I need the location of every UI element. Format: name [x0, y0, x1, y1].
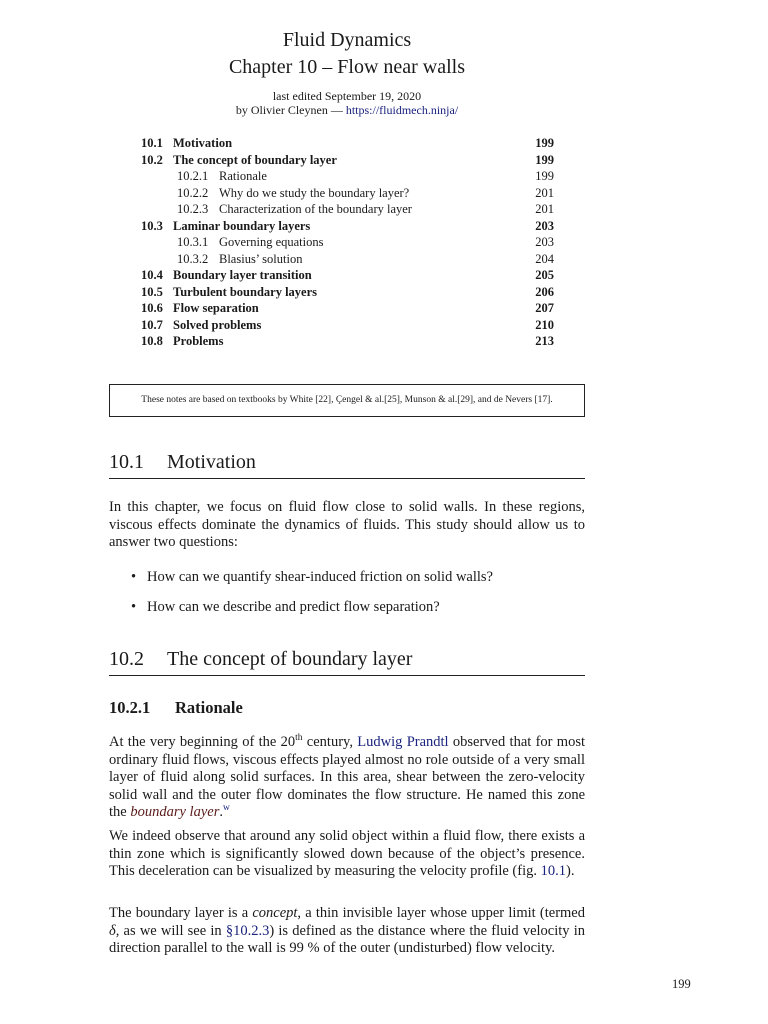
- wikipedia-link[interactable]: w: [222, 803, 230, 814]
- toc-page: 206: [535, 284, 554, 299]
- toc-entry[interactable]: [141, 218, 554, 235]
- toc-label: Governing equations: [219, 235, 324, 249]
- section-heading-boundary-layer: [109, 648, 585, 676]
- toc-number: 10.3.1: [177, 235, 209, 249]
- text-run: ).: [566, 863, 575, 879]
- toc-page: 207: [535, 301, 554, 315]
- subsection-number: 10.2.1: [109, 698, 151, 717]
- toc-page: 205: [535, 268, 554, 282]
- website-link[interactable]: https://fluidmech.ninja/: [345, 103, 459, 117]
- toc-number: 10.3: [141, 218, 163, 233]
- toc-number: 10.4: [141, 268, 163, 282]
- edit-date: last edited September 19, 2020: [272, 89, 422, 103]
- toc-label: Turbulent boundary layers: [173, 284, 318, 299]
- author-text: by Olivier Cleynen —: [235, 103, 346, 117]
- toc-entry[interactable]: [141, 267, 554, 284]
- toc-number: 10.2: [141, 152, 163, 167]
- toc-label: Problems: [173, 334, 224, 348]
- toc-page: 210: [535, 317, 554, 332]
- bullet-marker: •: [131, 569, 137, 585]
- toc-entry[interactable]: [141, 168, 554, 185]
- toc-entry[interactable]: [141, 185, 554, 202]
- subsection-title: Rationale: [175, 698, 243, 717]
- page-number: 199: [672, 977, 691, 991]
- toc-entry[interactable]: [141, 251, 554, 268]
- toc-entry[interactable]: [141, 135, 554, 152]
- text-run: ) is defined as the distance where the fluid velocity in direction parallel to the wall is 99 % of the outer (undisturbed) flow velocity.: [109, 922, 585, 956]
- textbook-note: These notes are based on textbooks by White [22], Çengel & al.[25], Munson & al.[29], and de Nevers [17].: [109, 384, 585, 417]
- toc-label: Solved problems: [173, 317, 262, 332]
- motivation-paragraph: In this chapter, we focus on fluid flow close to solid walls. In these regions, viscous effects dominate the dynamics of fluids. This study should allow us to answer two questions:: [109, 499, 585, 550]
- text-run: , as we will see in: [115, 922, 226, 939]
- toc-label: Motivation: [173, 136, 233, 150]
- text-run: The boundary layer is a: [109, 905, 253, 921]
- toc-number: 10.2.3: [177, 202, 209, 216]
- toc-entry[interactable]: [141, 152, 554, 169]
- list-item: [131, 569, 493, 587]
- text-run: century,: [302, 734, 358, 750]
- toc-number: 10.2.1: [177, 169, 209, 183]
- table-of-contents: [141, 135, 554, 350]
- toc-number: 10.2.2: [177, 185, 209, 200]
- toc-page: 213: [535, 334, 554, 348]
- figure-reference-link[interactable]: 10.1: [540, 863, 566, 879]
- subsection-heading-rationale: [109, 698, 243, 718]
- section-number: 10.1: [109, 451, 144, 473]
- text-run: .: [219, 804, 223, 820]
- toc-entry[interactable]: [141, 284, 554, 301]
- toc-label: Blasius’ solution: [219, 251, 303, 266]
- toc-label: Why do we study the boundary layer?: [219, 185, 410, 200]
- delta-symbol: δ: [109, 922, 116, 939]
- toc-page: 204: [535, 251, 554, 266]
- section-heading-motivation: [109, 451, 585, 479]
- toc-label: Characterization of the boundary layer: [219, 202, 412, 216]
- document-title: Fluid Dynamics: [282, 29, 412, 51]
- toc-label: Flow separation: [173, 301, 259, 315]
- toc-entry[interactable]: [141, 317, 554, 334]
- toc-entry[interactable]: [141, 300, 554, 317]
- rationale-paragraph-1: [109, 734, 585, 822]
- toc-page: 201: [535, 185, 554, 200]
- toc-number: 10.5: [141, 284, 163, 299]
- toc-label: Laminar boundary layers: [173, 218, 311, 233]
- concept-emphasis: concept: [252, 905, 298, 921]
- rationale-paragraph-3: [109, 905, 585, 958]
- toc-label: Boundary layer transition: [173, 268, 312, 282]
- list-item: [131, 599, 440, 617]
- toc-page: 203: [535, 218, 554, 233]
- toc-label: The concept of boundary layer: [173, 152, 337, 167]
- toc-number: 10.7: [141, 317, 163, 332]
- toc-label: Rationale: [219, 169, 267, 183]
- toc-page: 199: [535, 169, 554, 183]
- rationale-paragraph-2: [109, 828, 585, 881]
- author-line: [0, 103, 694, 118]
- text-run: observed that for most ordinary fluid flows, viscous effects played almost no role outside of a very small layer of fluid along solid surfaces. In this area, shear between the zero-velocity solid wall and the outer flow dominates the flow structure. He named this zone the: [109, 734, 586, 820]
- text-run: , a thin invisible layer whose upper limit (termed: [297, 905, 585, 921]
- list-item-text: How can we quantify shear-induced friction on solid walls?: [147, 569, 493, 585]
- bullet-marker: •: [131, 599, 137, 615]
- chapter-title: Chapter 10 – Flow near walls: [228, 56, 466, 78]
- toc-entry[interactable]: [141, 333, 554, 350]
- section-title: Motivation: [167, 451, 256, 473]
- section-reference-link[interactable]: §10.2.3: [225, 922, 270, 939]
- toc-page: 199: [535, 136, 554, 150]
- toc-page: 201: [535, 202, 554, 216]
- text-run: At the very beginning of the 20: [109, 734, 296, 750]
- section-title: The concept of boundary layer: [167, 648, 413, 670]
- toc-page: 203: [535, 235, 554, 249]
- toc-number: 10.1: [141, 136, 163, 150]
- toc-entry[interactable]: [141, 201, 554, 218]
- toc-number: 10.6: [141, 301, 163, 315]
- list-item-text: How can we describe and predict flow separation?: [147, 599, 440, 615]
- toc-entry[interactable]: [141, 234, 554, 251]
- toc-number: 10.8: [141, 334, 163, 348]
- prandtl-link[interactable]: Ludwig Prandtl: [357, 734, 449, 750]
- boundary-layer-term: boundary layer: [130, 804, 220, 820]
- superscript: th: [295, 733, 303, 744]
- toc-page: 199: [535, 152, 554, 167]
- toc-number: 10.3.2: [177, 251, 209, 266]
- section-number: 10.2: [109, 648, 144, 670]
- text-run: We indeed observe that around any solid object within a fluid flow, there exists a thin zone which is significantly slowed down because of the object’s presence. This deceleration can be visualized by measuring the velocity profile (fig.: [109, 828, 585, 879]
